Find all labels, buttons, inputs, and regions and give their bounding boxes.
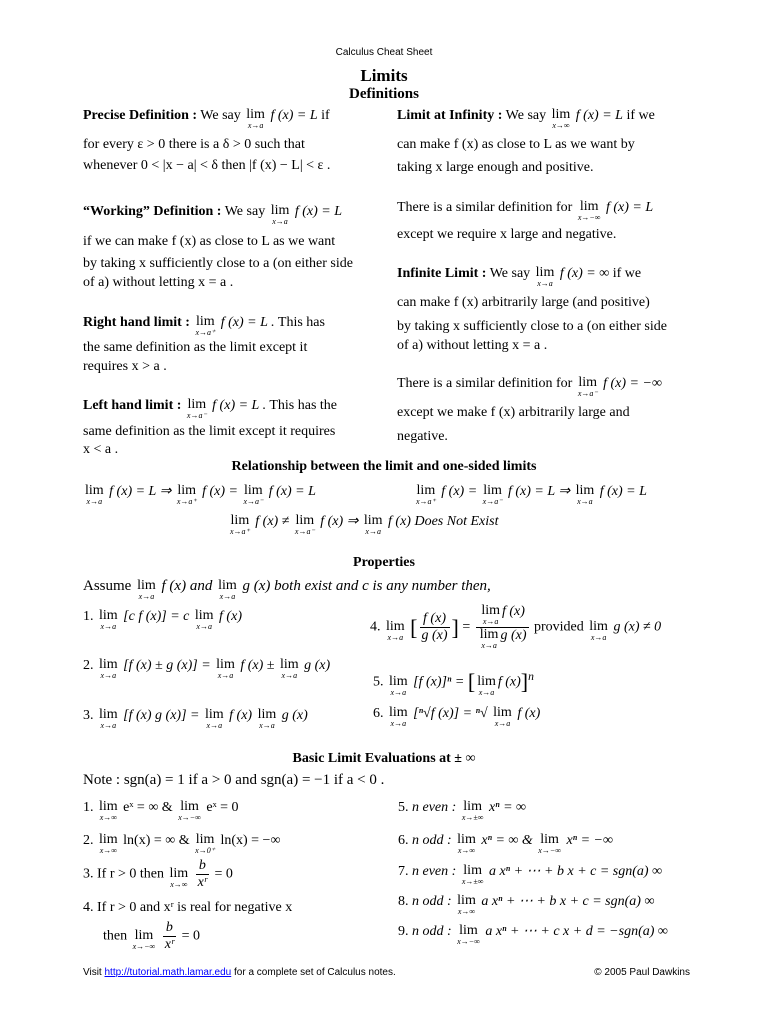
right-bracket-icon: ] bbox=[520, 669, 529, 695]
left-bracket-icon: [ bbox=[410, 614, 418, 640]
p2-c: g (x) bbox=[304, 658, 331, 673]
property-3 bbox=[83, 704, 383, 731]
precise-label: Precise Definition : bbox=[83, 108, 198, 123]
b2-b: ln(x) = −∞ bbox=[220, 833, 281, 848]
rel-3b: f (x) ⇒ bbox=[320, 514, 359, 529]
rel-1c: f (x) = L bbox=[268, 484, 316, 499]
limit-operator: lim x→a bbox=[386, 618, 405, 642]
limit-operator: lim x→a bbox=[279, 657, 299, 680]
limit-operator: lim x→−∞ bbox=[457, 923, 480, 946]
similar2-line-3: negative. bbox=[397, 429, 448, 444]
item-number: 4. bbox=[83, 900, 94, 915]
assume-a: Assume bbox=[83, 578, 132, 594]
precise-equation: f (x) = L bbox=[270, 108, 318, 123]
p5-power: n bbox=[528, 670, 534, 683]
property-2 bbox=[83, 654, 383, 681]
property-number: 5. bbox=[373, 674, 384, 690]
left-line-2: same definition as the limit except it requires bbox=[83, 424, 336, 439]
limit-operator: lim x→a bbox=[535, 265, 555, 288]
left-bracket-icon: [ bbox=[467, 669, 476, 695]
inf-label: Limit at Infinity : bbox=[397, 108, 503, 123]
limit-operator: lim x→a⁺ bbox=[176, 483, 197, 506]
infinite-equation: f (x) = ∞ bbox=[559, 266, 610, 281]
b3-fraction: $\frac{b}{\text{xʳ}}$ bbox=[197, 858, 207, 890]
left-line-3: x < a . bbox=[83, 442, 119, 457]
similar-def-2 bbox=[397, 372, 697, 399]
similar2-equation: f (x) = −∞ bbox=[603, 376, 662, 391]
rel-2a: f (x) = bbox=[441, 484, 478, 499]
p4-condition: g (x) ≠ 0 bbox=[613, 619, 662, 635]
b7-lead: n even : bbox=[412, 864, 457, 879]
inf-line-2: can make f (x) as close to L as we want by bbox=[397, 137, 635, 152]
inf-equation: f (x) = L bbox=[575, 108, 623, 123]
b6-b: xⁿ = −∞ bbox=[566, 833, 613, 848]
b4-fraction: $\frac{b}{\text{xʳ}}$ bbox=[164, 920, 175, 952]
p1-a: [c f (x)] = c bbox=[123, 609, 190, 624]
p3-a: [f (x) g (x)] = bbox=[123, 708, 200, 723]
limit-operator: lim x→a bbox=[389, 705, 408, 728]
right-line-2: the same definition as the limit except it bbox=[83, 340, 308, 355]
similar1-equation: f (x) = L bbox=[606, 200, 654, 215]
p3-b: f (x) bbox=[229, 708, 253, 723]
rel-1a: f (x) = L ⇒ bbox=[109, 484, 172, 499]
property-number: 4. bbox=[370, 619, 381, 635]
rel-2b: f (x) = L ⇒ bbox=[507, 484, 571, 499]
b1-b: eˣ = 0 bbox=[206, 800, 239, 815]
limit-operator: lim x→∞ bbox=[551, 107, 571, 130]
item-number: 2. bbox=[83, 833, 94, 848]
inf-lead: We say bbox=[505, 108, 547, 123]
page-header: Calculus Cheat Sheet bbox=[335, 47, 433, 58]
limit-operator: lim x→a bbox=[479, 627, 499, 650]
right-equation: f (x) = L . bbox=[220, 315, 275, 330]
limit-operator: lim x→a⁻ bbox=[243, 483, 264, 506]
properties-heading: Properties bbox=[353, 555, 415, 570]
limit-operator: lim x→a bbox=[99, 657, 118, 680]
similar1-line-2: except we require x large and negative. bbox=[397, 227, 617, 242]
limit-operator: lim x→a⁻ bbox=[186, 397, 207, 420]
relationship-row-2 bbox=[414, 480, 714, 507]
limit-operator: lim x→a bbox=[216, 657, 235, 680]
basic-6 bbox=[398, 829, 698, 856]
footer-rest-text: for a complete set of Calculus notes. bbox=[234, 967, 396, 978]
limit-operator: lim x→a bbox=[99, 608, 118, 631]
rel-3c: f (x) Does Not Exist bbox=[388, 514, 499, 529]
footer-visit bbox=[83, 967, 503, 978]
precise-line-3: whenever 0 < |x − a| < δ then |f (x) − L| < ε . bbox=[83, 158, 331, 173]
limit-operator: lim x→a bbox=[204, 707, 224, 730]
property-5 bbox=[373, 665, 673, 698]
rel-1b: f (x) = bbox=[202, 484, 238, 499]
working-definition bbox=[83, 200, 383, 227]
limit-operator: lim x→a bbox=[575, 483, 595, 506]
b1-a: eˣ = ∞ & bbox=[123, 800, 173, 815]
right-line-3: requires x > a . bbox=[83, 359, 167, 374]
limit-operator: lim x→−∞ bbox=[577, 199, 601, 222]
b7-equation: a xⁿ + ⋯ + b x + c = sgn(a) ∞ bbox=[488, 864, 663, 879]
left-equation: f (x) = L . bbox=[212, 398, 267, 413]
limit-operator: lim x→−∞ bbox=[132, 927, 156, 951]
infinite-line-2: can make f (x) arbitrarily large (and positive) bbox=[397, 295, 650, 310]
b9-lead: n odd : bbox=[412, 924, 452, 939]
b4-line-1: If r > 0 and xʳ is real for negative x bbox=[97, 900, 293, 915]
limit-operator: lim x→∞ bbox=[99, 832, 118, 855]
left-hand-limit bbox=[83, 394, 383, 421]
limit-operator: lim x→a bbox=[270, 203, 290, 226]
limit-operator: lim x→a bbox=[194, 608, 214, 631]
similar2-line-2: except we make f (x) arbitrarily large and bbox=[397, 405, 630, 420]
limit-operator: lim x→a⁻ bbox=[577, 375, 598, 398]
infinite-limit bbox=[397, 262, 697, 289]
p5-b: f (x) bbox=[497, 674, 521, 690]
assume-b: f (x) and bbox=[161, 578, 213, 594]
b6-a: xⁿ = ∞ & bbox=[481, 833, 533, 848]
limit-operator: lim x→a bbox=[85, 483, 104, 506]
b3-tail: = 0 bbox=[214, 866, 233, 882]
property-number: 6. bbox=[373, 706, 384, 721]
p2-b: f (x) ± bbox=[240, 658, 275, 673]
limit-operator: lim x→a bbox=[137, 578, 156, 601]
b8-equation: a xⁿ + ⋯ + b x + c = sgn(a) ∞ bbox=[481, 894, 655, 909]
b6-lead: n odd : bbox=[412, 833, 452, 848]
item-number: 6. bbox=[398, 833, 409, 848]
limit-operator: lim x→a⁺ bbox=[230, 513, 250, 536]
working-equation: f (x) = L bbox=[294, 204, 343, 219]
p2-a: [f (x) ± g (x)] = bbox=[123, 658, 211, 673]
b3-lead: If r > 0 then bbox=[97, 866, 164, 882]
rel-3a: f (x) ≠ bbox=[255, 514, 290, 529]
basic-1 bbox=[83, 796, 383, 823]
basic-4 bbox=[83, 900, 383, 916]
working-label: “Working” Definition : bbox=[83, 204, 222, 219]
working-line-3: by taking x sufficiently close to a (on either side bbox=[83, 256, 353, 271]
item-number: 9. bbox=[398, 924, 409, 939]
infinite-line-3: by taking x sufficiently close to a (on either side bbox=[397, 319, 667, 334]
limit-operator: lim x→±∞ bbox=[461, 799, 484, 822]
p1-b: f (x) bbox=[219, 609, 242, 624]
limit-operator: lim x→a bbox=[589, 618, 608, 642]
limit-operator: lim x→a bbox=[99, 707, 118, 730]
similar-def-1 bbox=[397, 196, 697, 223]
limit-operator: lim x→∞ bbox=[99, 799, 118, 822]
left-label: Left hand limit : bbox=[83, 398, 182, 413]
precise-definition bbox=[83, 104, 383, 131]
basic-8 bbox=[398, 890, 698, 917]
p5-a: [f (x)]ⁿ = bbox=[413, 674, 465, 690]
precise-lead: We say bbox=[200, 108, 241, 123]
p6-a: [ⁿ√f (x)] = ⁿ√ bbox=[413, 706, 488, 721]
limit-operator: lim x→a bbox=[493, 705, 512, 728]
limit-operator: lim x→a⁺ bbox=[416, 483, 436, 506]
basic-2 bbox=[83, 829, 383, 856]
b2-a: ln(x) = ∞ & bbox=[123, 833, 190, 848]
limit-operator: lim x→a bbox=[257, 707, 277, 730]
limit-operator: lim x→a⁻ bbox=[294, 513, 315, 536]
similar2-lead: There is a similar definition for bbox=[397, 376, 573, 391]
infinite-lead: We say bbox=[489, 266, 531, 281]
limit-operator: lim x→∞ bbox=[457, 893, 476, 916]
right-label: Right hand limit : bbox=[83, 315, 190, 330]
relationship-heading: Relationship between the limit and one-sided limits bbox=[231, 459, 537, 474]
page-title: Limits bbox=[360, 66, 408, 85]
definitions-heading: Definitions bbox=[348, 86, 419, 102]
limit-operator: lim x→±∞ bbox=[461, 863, 484, 886]
inf-line-3: taking x large enough and positive. bbox=[397, 160, 594, 175]
p6-b: f (x) bbox=[517, 706, 541, 721]
infinite-line-4: of a) without letting x = a . bbox=[397, 338, 548, 353]
relationship-row-3 bbox=[228, 510, 588, 537]
infinite-label: Infinite Limit : bbox=[397, 266, 487, 281]
item-number: 1. bbox=[83, 800, 94, 815]
limit-operator: lim x→∞ bbox=[457, 832, 476, 855]
p3-c: g (x) bbox=[281, 708, 308, 723]
left-tail: This has the bbox=[269, 398, 337, 413]
b9-equation: a xⁿ + ⋯ + c x + d = −sgn(a) ∞ bbox=[485, 924, 668, 939]
basic-9 bbox=[398, 920, 708, 947]
property-6 bbox=[373, 702, 673, 729]
limit-operator: lim x→a⁺ bbox=[195, 314, 216, 337]
limit-operator: lim x→a⁻ bbox=[482, 483, 503, 506]
limit-operator: lim x→−∞ bbox=[178, 799, 201, 822]
inf-tail: if we bbox=[626, 108, 655, 123]
item-number: 7. bbox=[398, 864, 409, 879]
basic-3 bbox=[83, 858, 383, 891]
property-number: 1. bbox=[83, 609, 94, 624]
precise-line-2: for every ε > 0 there is a δ > 0 such that bbox=[83, 137, 305, 152]
limit-operator: lim x→a bbox=[389, 673, 408, 697]
precise-if: if bbox=[321, 108, 330, 123]
tutorial-link[interactable]: http://tutorial.math.lamar.edu bbox=[104, 967, 232, 978]
b5-lead: n even : bbox=[412, 800, 457, 815]
similar1-lead: There is a similar definition for bbox=[397, 200, 573, 215]
b5-equation: xⁿ = ∞ bbox=[488, 800, 527, 815]
assume-c: g (x) both exist and c is any number then, bbox=[242, 578, 491, 594]
limit-operator: lim x→0⁺ bbox=[195, 832, 215, 855]
right-bracket-icon: ] bbox=[451, 614, 459, 640]
p4-ratio: lim x→a f (x) lim x→a g (x) bbox=[476, 604, 529, 651]
p4-provided: provided bbox=[534, 619, 584, 635]
right-hand-limit bbox=[83, 311, 383, 338]
working-lead: We say bbox=[224, 204, 266, 219]
basic-4-then bbox=[103, 920, 383, 953]
working-line-2: if we can make f (x) as close to L as we want bbox=[83, 234, 336, 249]
property-number: 2. bbox=[83, 658, 94, 673]
b4-tail: = 0 bbox=[181, 928, 200, 944]
infinite-tail: if we bbox=[612, 266, 642, 281]
p4-fraction: $\frac{f (x)}{g (x)}$ bbox=[421, 611, 448, 643]
basic-note: Note : sgn(a) = 1 if a > 0 and sgn(a) = −1 if a < 0 . bbox=[83, 772, 385, 788]
basic-5 bbox=[398, 796, 698, 823]
limit-operator: lim x→a bbox=[218, 578, 237, 601]
footer-copyright: © 2005 Paul Dawkins bbox=[594, 967, 690, 978]
item-number: 8. bbox=[398, 894, 409, 909]
right-tail: This has bbox=[277, 315, 325, 330]
item-number: 3. bbox=[83, 866, 94, 882]
property-4: 4. lim x→a [ $\frac{f (x)}{g (x)}$ ] = lim x→a f (x) lim x→a g (x) provided lim x→a g (x) ≠ 0 bbox=[370, 603, 662, 650]
limit-operator: lim x→∞ bbox=[169, 865, 189, 889]
limit-operator: lim x→a bbox=[481, 603, 500, 626]
limit-operator: lim x→a bbox=[363, 513, 383, 536]
basic-heading: Basic Limit Evaluations at ± ∞ bbox=[292, 751, 476, 766]
limit-operator: lim x→a bbox=[246, 107, 265, 130]
property-number: 3. bbox=[83, 708, 94, 723]
b4-then: then bbox=[103, 928, 128, 944]
item-number: 5. bbox=[398, 800, 409, 815]
b8-lead: n odd : bbox=[412, 894, 452, 909]
limit-operator: lim x→a bbox=[477, 673, 496, 697]
basic-7 bbox=[398, 860, 698, 887]
limit-at-infinity bbox=[397, 104, 697, 131]
rel-2c: f (x) = L bbox=[599, 484, 647, 499]
limit-operator: lim x→−∞ bbox=[538, 832, 561, 855]
property-1 bbox=[83, 605, 373, 632]
footer-visit-text: Visit bbox=[83, 967, 102, 978]
working-line-4: of a) without letting x = a . bbox=[83, 275, 234, 290]
properties-assume bbox=[83, 574, 643, 602]
relationship-row-1 bbox=[83, 480, 393, 507]
